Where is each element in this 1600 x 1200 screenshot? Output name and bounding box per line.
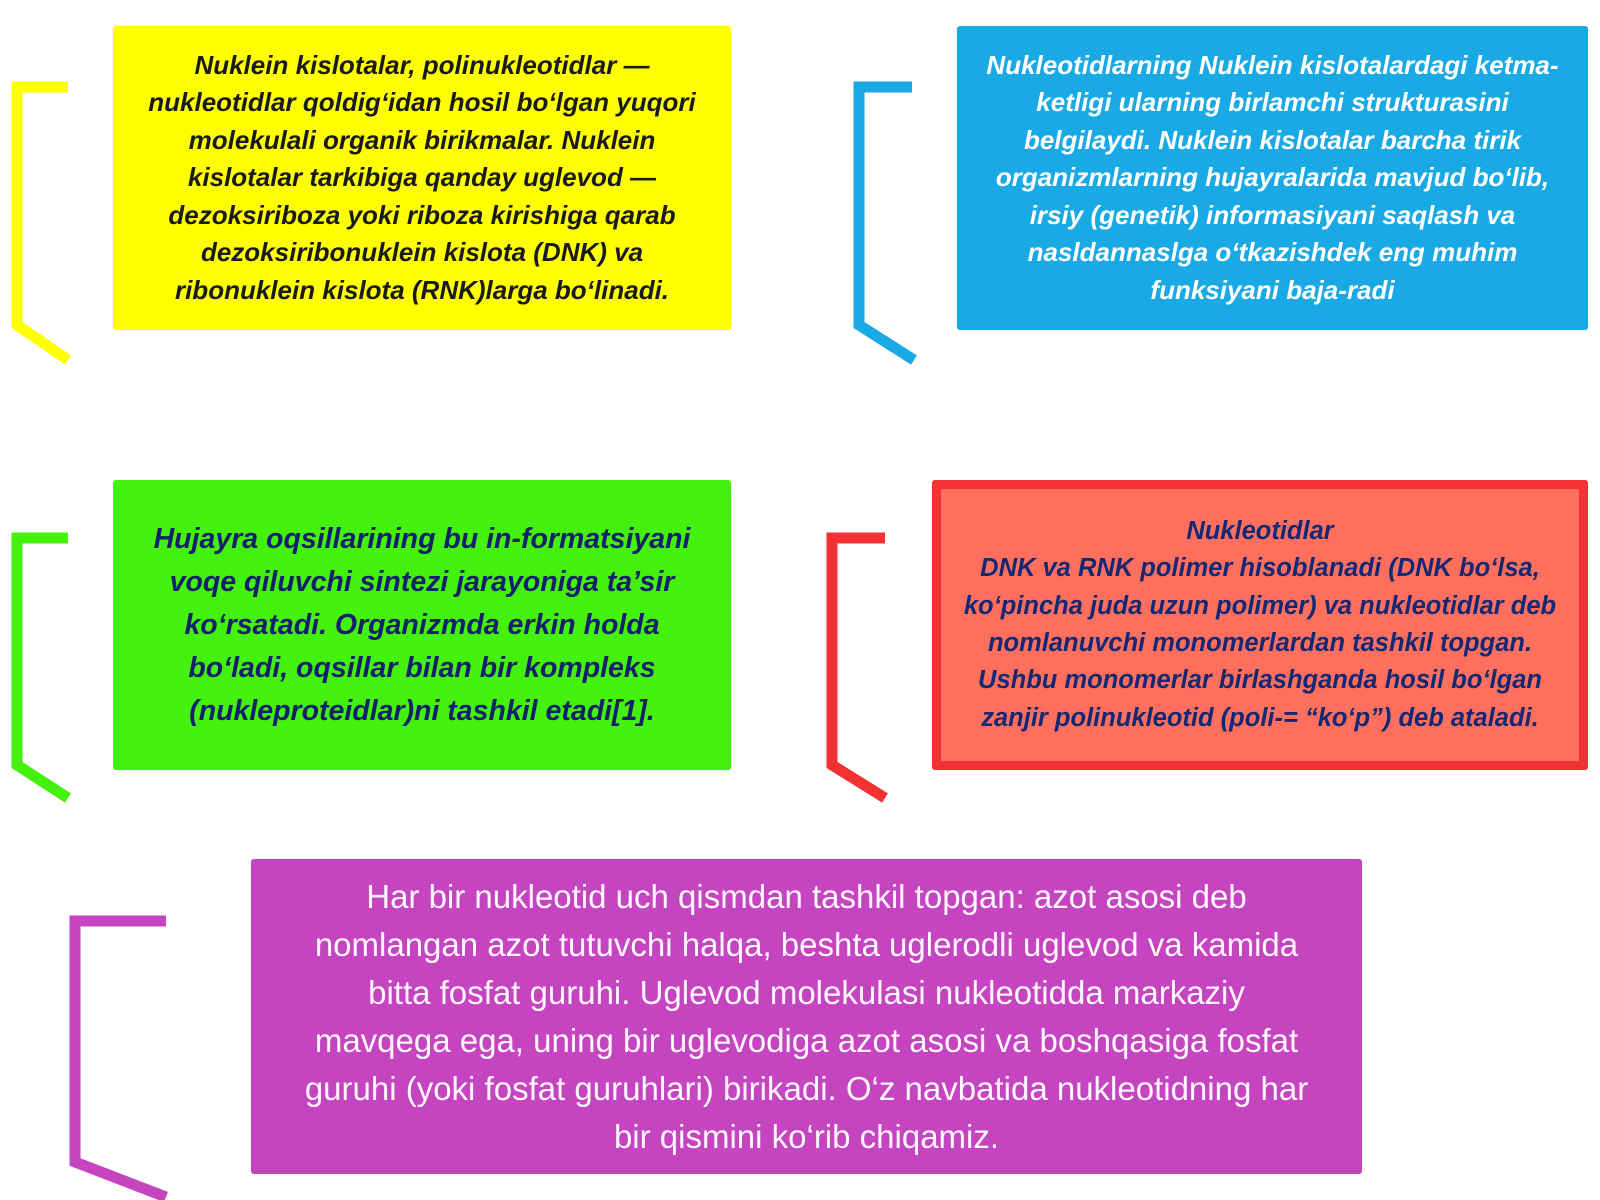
purple-info-card — [251, 859, 1362, 1174]
red-bracket — [812, 520, 902, 810]
blue-info-card — [957, 26, 1588, 330]
yellow-card-text: Nuklein kislotalar, polinukleotidlar — nukleotidlar qoldig‘idan hosil bo‘lgan yuqori molekulali organik birikmalar. Nuklein kislotalar tarkibiga qanday uglevod — dezoksiriboza yoki riboza kirishiga qarab dezoksiribonuklein kislota (DNK) va ribonuklein kislota (RNK)larga bo‘linadi. — [148, 49, 696, 305]
purple-bracket — [60, 900, 180, 1200]
blue-card-text: Nukleotidlarning Nuklein kislotalardagi ketma-ketligi ularning birlamchi strukturasini belgilaydi. Nuklein kislotalar barcha tirik organizmlarning hujayralarida mavjud bo‘lib, irsiy (genetik) informasiyani saqlash va nasldannaslga o‘tkazishdek eng muhim funksiyani baja-radi — [986, 49, 1559, 305]
red-card-text: DNK va RNK polimer hisoblanadi (DNK bo‘lsa, ko‘pincha juda uzun polimer) va nukleotidlar deb nomlanuvchi monomerlardan tashkil topgan. Ushbu monomerlar birlashganda hosil bo‘lgan zanjir polinukleotid (poli-= “ko‘p”) deb ataladi. — [963, 554, 1557, 732]
blue-bracket — [840, 0, 930, 380]
green-card-text: Hujayra oqsillarining bu in-formatsiyani voqe qiluvchi sintezi jarayoniga ta’sir ko‘rsatadi. Organizmda erkin holda bo‘ladi, oqsillar bilan bir kompleks (nukleproteidlar)ni tashkil etadi[1]. — [153, 522, 691, 727]
green-info-card — [113, 480, 731, 770]
red-info-card — [932, 480, 1588, 770]
green-bracket — [0, 520, 90, 810]
yellow-info-card — [113, 26, 731, 330]
yellow-bracket — [0, 0, 90, 380]
red-card-title: Nukleotidlar — [1186, 517, 1334, 546]
purple-card-text: Har bir nukleotid uch qismdan tashkil topgan: azot asosi deb nomlangan azot tutuvchi halqa, beshta uglerodli uglevod va kamida bitta fosfat guruhi. Uglevod molekulasi nukleotidda markaziy mavqega ega, uning bir uglevodiga azot asosi va boshqasiga fosfat guruhi (yoki fosfat guruhlari) birikadi. O‘z navbatida nukleotidning har bir qismini ko‘rib chiqamiz. — [304, 877, 1309, 1155]
